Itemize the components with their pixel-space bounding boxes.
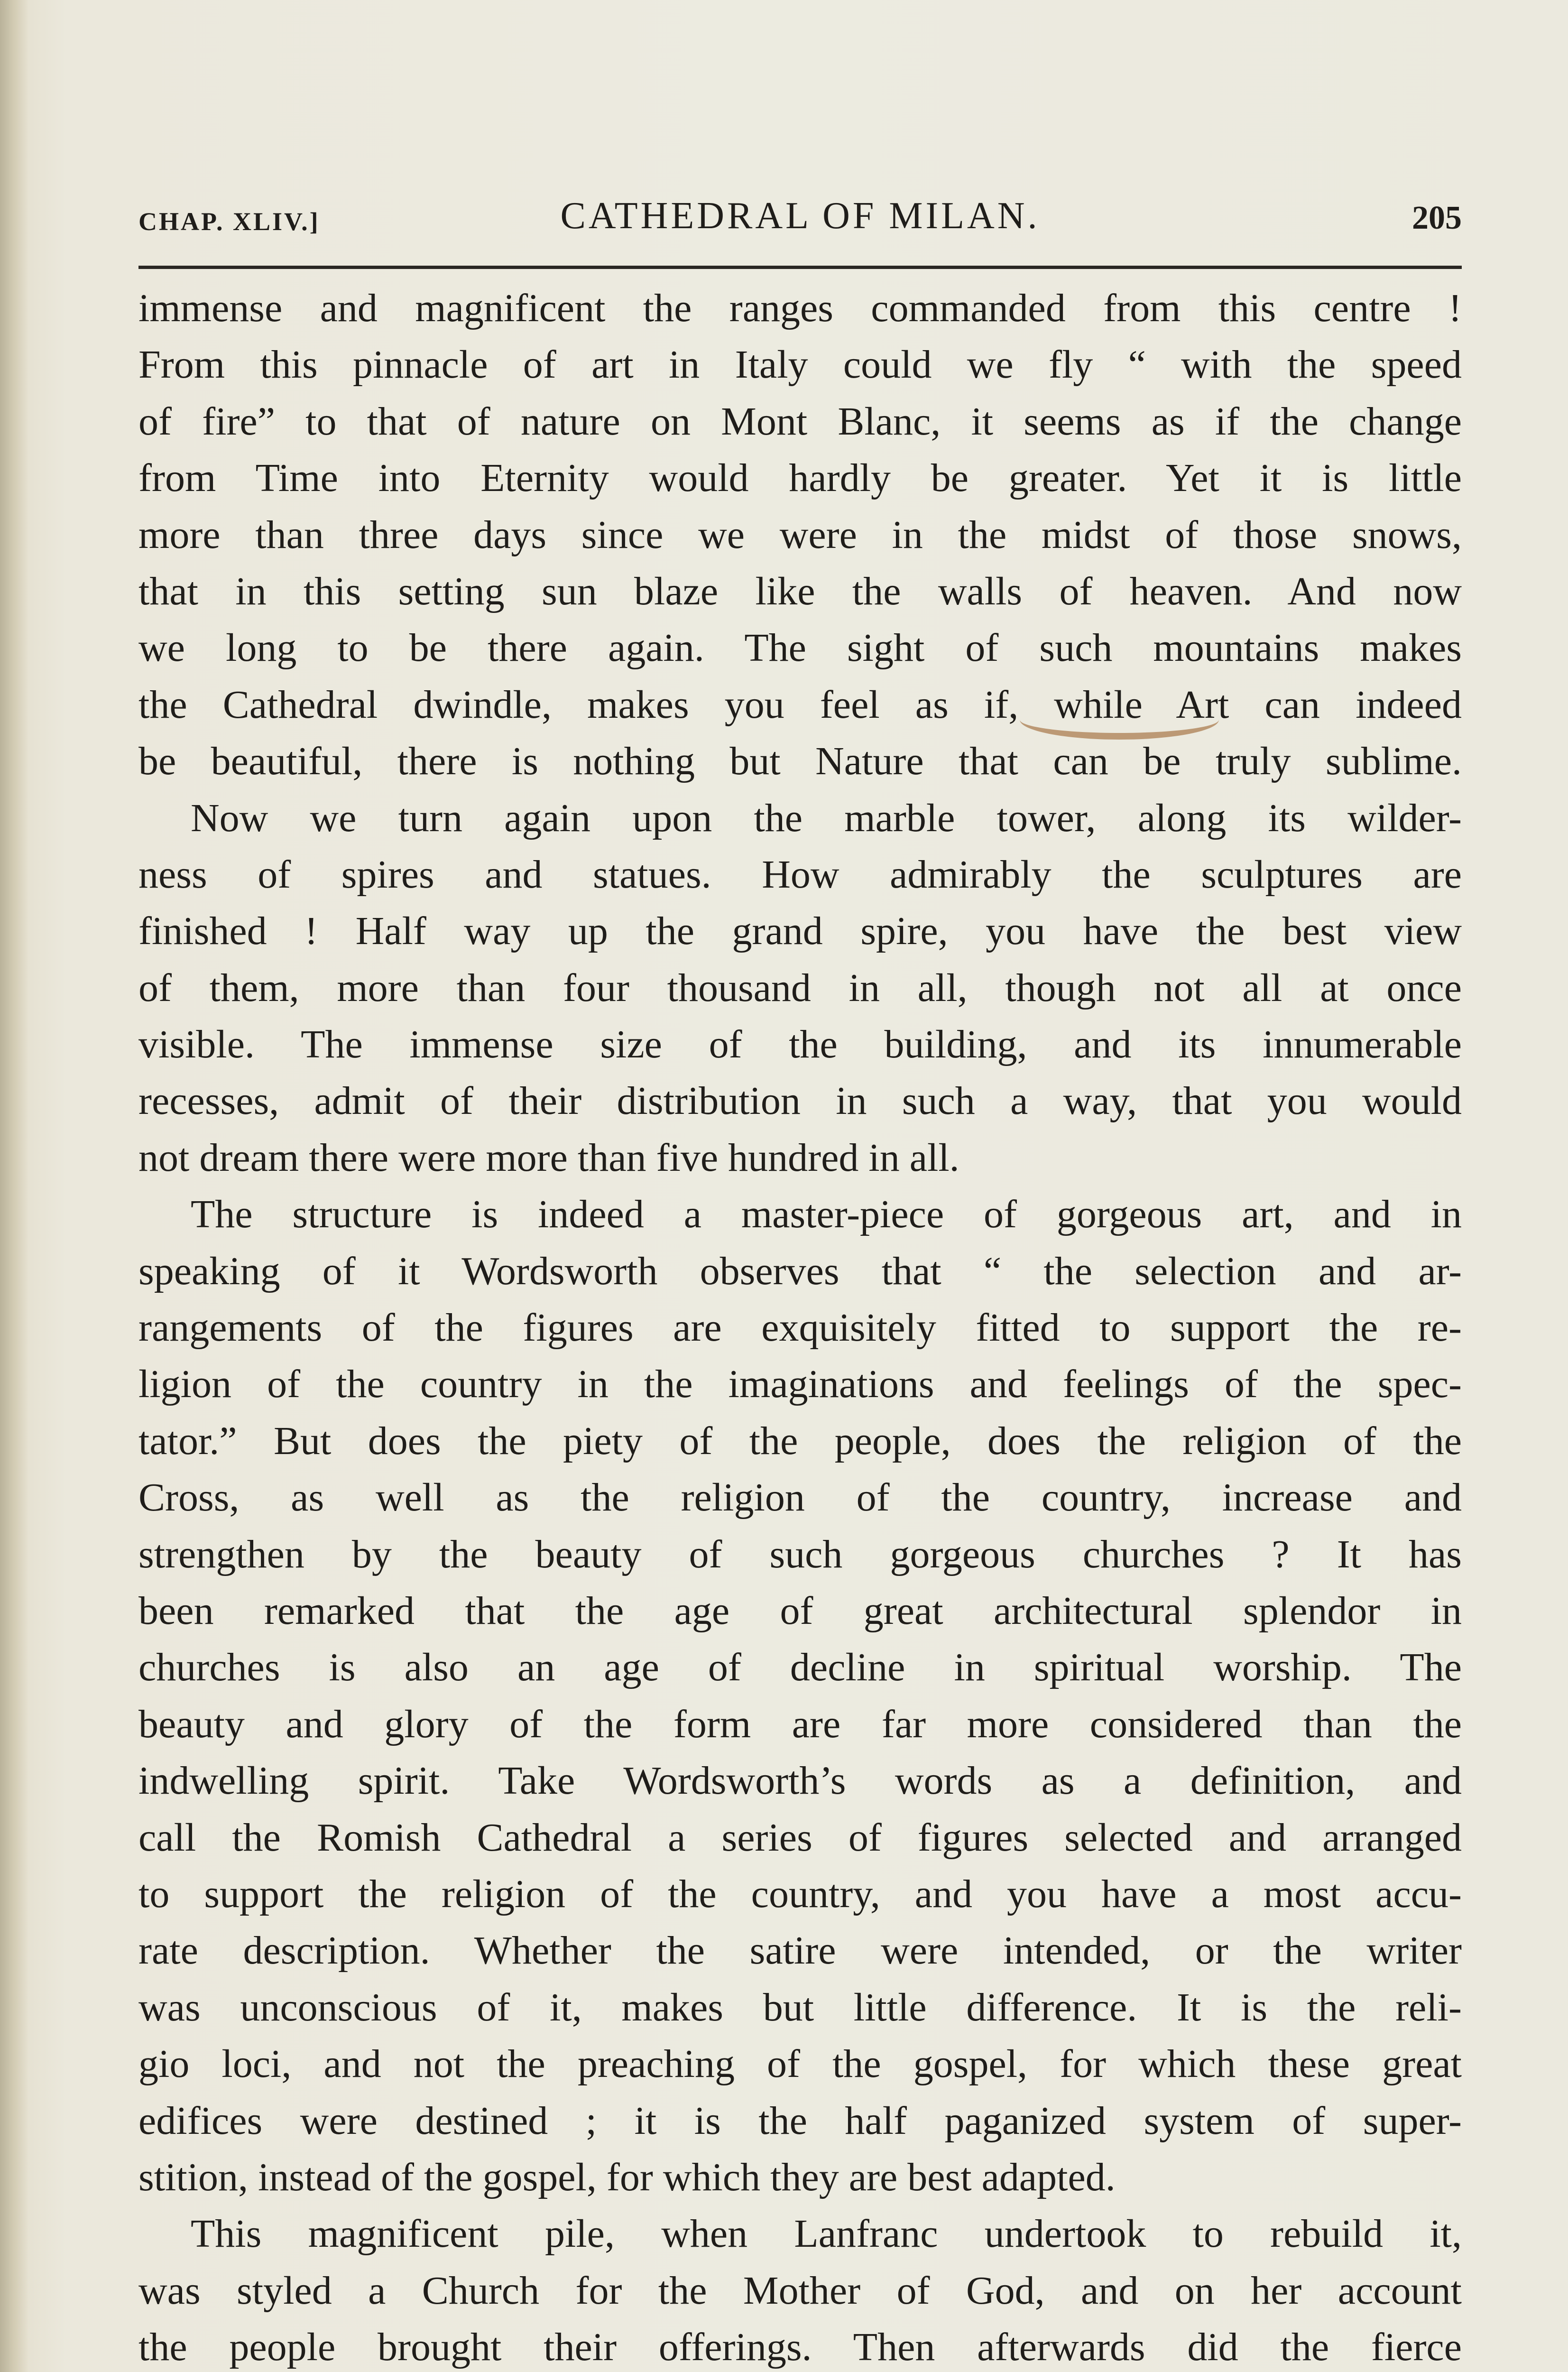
text-line: rangements of the figures are exquisitely fitted to support the re- (138, 1306, 1462, 1350)
text-line: that in this setting sun blaze like the walls of heaven. And now (138, 569, 1462, 613)
text-line: From this pinnacle of art in Italy could we fly “ with the speed (138, 343, 1462, 387)
text-line: The structure is indeed a master-piece of gorgeous art, and in (191, 1192, 1462, 1237)
text-line: Now we turn again upon the marble tower, along its wilder- (191, 796, 1462, 840)
text-line: strengthen by the beauty of such gorgeous churches ? It has (138, 1532, 1462, 1576)
text-line: churches is also an age of decline in spiritual worship. The (138, 1645, 1462, 1690)
header-rule (138, 266, 1462, 269)
text-line: of them, more than four thousand in all, though not all at once (138, 965, 1462, 1010)
chapter-label: CHAP. XLIV.] (138, 207, 320, 236)
text-line: of fire” to that of nature on Mont Blanc, it seems as if the change (138, 399, 1462, 444)
text-line: more than three days since we were in the midst of those snows, (138, 512, 1462, 557)
text-line: been remarked that the age of great architectural splendor in (138, 1588, 1462, 1633)
text-line: recesses, admit of their distribution in such a way, that you would (138, 1079, 1462, 1123)
text-line: beauty and glory of the form are far more considered than the (138, 1702, 1462, 1746)
spine-shadow (0, 0, 28, 2372)
ink-stain-mark (1020, 700, 1219, 740)
text-line: stition, instead of the gospel, for which they are best adapted. (138, 2155, 1116, 2199)
text-line: rate description. Whether the satire were intended, or the writer (138, 1928, 1462, 1973)
text-line: was unconscious of it, makes but little difference. It is the reli- (138, 1985, 1462, 2029)
text-line: gio loci, and not the preaching of the gospel, for which these great (138, 2042, 1462, 2086)
text-line: This magnificent pile, when Lanfranc undertook to rebuild it, (191, 2212, 1462, 2256)
text-line: we long to be there again. The sight of such mountains makes (138, 626, 1462, 670)
page-title: CATHEDRAL OF MILAN. (560, 195, 1040, 237)
text-line: from Time into Eternity would hardly be greater. Yet it is little (138, 456, 1462, 500)
text-line: be beautiful, there is nothing but Nature that can be truly sublime. (138, 739, 1462, 784)
text-line: visible. The immense size of the building, and its innumerable (138, 1022, 1462, 1067)
text-line: speaking of it Wordsworth observes that “ the selection and ar- (138, 1249, 1462, 1293)
text-line: ness of spires and statues. How admirably the sculptures are (138, 852, 1462, 897)
text-line: to support the religion of the country, and you have a most accu- (138, 1872, 1462, 1916)
page-number: 205 (1412, 200, 1462, 236)
text-line: Cross, as well as the religion of the country, increase and (138, 1475, 1462, 1520)
body-text (138, 280, 1462, 2372)
text-line: not dream there were more than five hundred in all. (138, 1135, 959, 1180)
text-line: the people brought their offerings. Then afterwards did the fierce (138, 2325, 1462, 2370)
text-line: immense and magnificent the ranges commanded from this centre ! (138, 286, 1462, 330)
text-line: call the Romish Cathedral a series of figures selected and arranged (138, 1815, 1462, 1860)
text-line: tator.” But does the piety of the people, does the religion of the (138, 1418, 1462, 1463)
text-line: ligion of the country in the imaginations and feelings of the spec- (138, 1362, 1462, 1407)
text-line: was styled a Church for the Mother of God, and on her account (138, 2268, 1462, 2313)
text-line: indwelling spirit. Take Wordsworth’s words as a definition, and (138, 1759, 1462, 1803)
running-header (138, 189, 1462, 250)
text-line: finished ! Half way up the grand spire, you have the best view (138, 909, 1462, 954)
text-line: the Cathedral dwindle, makes you feel as if, while Art can indeed (138, 682, 1462, 727)
text-line: edifices were destined ; it is the half paganized system of super- (138, 2098, 1462, 2143)
